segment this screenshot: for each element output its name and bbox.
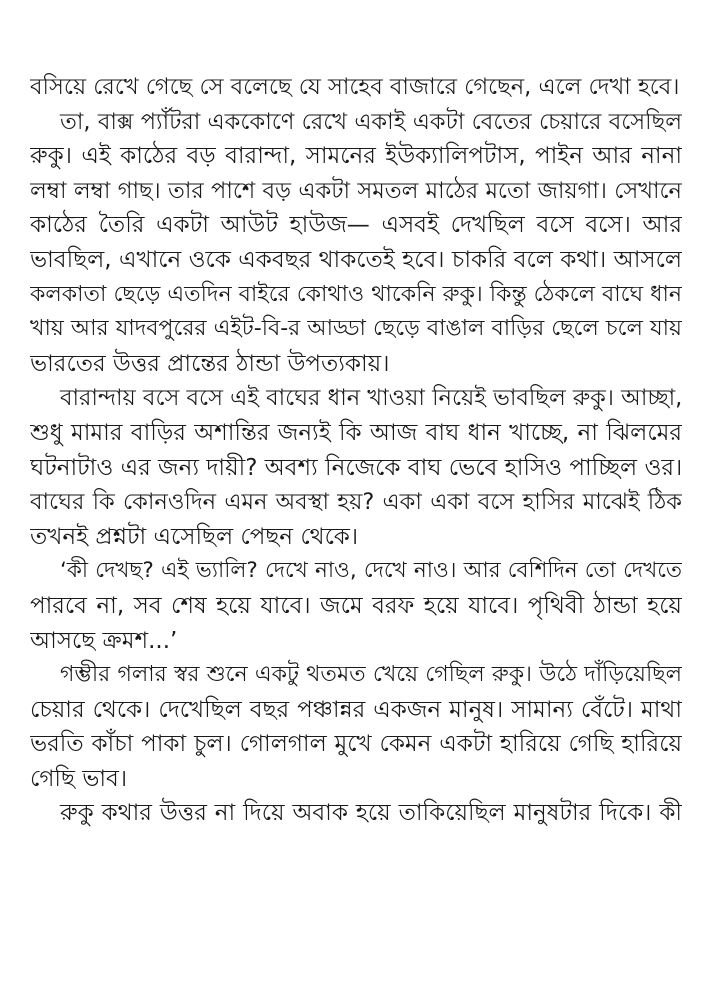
text-line: খায় আর যাদবপুরের এইট-বি-র আড্ডা ছেড়ে বাঙাল বাড়ির ছেলে চলে যায় [30, 316, 682, 342]
text-line: বসিয়ে রেখে গেছে সে বলেছে যে সাহেব বাজারে গেছেন, এলে দেখা হবে। [30, 74, 680, 100]
text-line: তা, বাক্স প্যাঁটরা এককোণে রেখে একাই একটা বেতের চেয়ারে বসেছিল [60, 108, 682, 135]
text-line: ‘কী দেখছ? এই ভ্যালি? দেখে নাও, দেখে নাও। আর বেশিদিন তো দেখতে [60, 558, 682, 584]
text-line: ভারতের উত্তর প্রান্তের ঠান্ডা উপত্যকায়। [30, 350, 390, 377]
text-line: বারান্দায় বসে বসে এই বাঘের ধান খাওয়া নিয়েই ভাবছিল রুকু। আচ্ছা, [60, 385, 682, 412]
text-line: গম্ভীর গলার স্বর শুনে একটু থতমত খেয়ে গেছিল রুকু। উঠে দাঁড়িয়েছিল [60, 662, 682, 688]
body-text [30, 70, 682, 831]
text-line: ভাবছিল, এখানে ওকে একবছর থাকতেই হবে। চাকরি বলে কথা। আসলে [30, 246, 682, 273]
text-line: ভরতি কাঁচা পাকা চুল। গোলগাল মুখে কেমন একটা হারিয়ে গেছি হারিয়ে [30, 731, 682, 758]
text-line: তখনই প্রশ্নটা এসেছিল পেছন থেকে। [30, 523, 359, 550]
text-line: চেয়ার থেকে। দেখেছিল বছর পঞ্চান্নর একজন মানুষ। সামান্য বেঁটে। মাথা [30, 696, 682, 723]
text-line: শুধু মামার বাড়ির অশান্তির জন্যই কি আজ বাঘ ধান খাচ্ছে, না ঝিলমের [30, 419, 682, 446]
text-line: কাঠের তৈরি একটা আউট হাউজ— এসবই দেখছিল বসে বসে। আর [30, 212, 682, 239]
text-line: বাঘের কি কোনওদিন এমন অবস্থা হয়? একা একা বসে হাসির মাঝেই ঠিক [30, 489, 682, 516]
text-line: রুকু। এই কাঠের বড় বারান্দা, সামনের ইউক্যালিপটাস, পাইন আর নানা [30, 143, 682, 170]
text-line: গেছি ভাব। [30, 765, 128, 792]
text-line: আসছে ক্রমশ...’ [30, 627, 178, 654]
text-line: লম্বা লম্বা গাছ। তার পাশে বড় একটা সমতল মাঠের মতো জায়গা। সেখানে [30, 177, 682, 204]
text-line: পারবে না, সব শেষ হয়ে যাবে। জমে বরফ হয়ে যাবে। পৃথিবী ঠান্ডা হয়ে [30, 592, 682, 619]
text-line: রুকু কথার উত্তর না দিয়ে অবাক হয়ে তাকিয়েছিল মানুষটার দিকে। কী [60, 800, 682, 827]
text-line: ঘটনাটাও এর জন্য দায়ী? অবশ্য নিজেকে বাঘ ভেবে হাসিও পাচ্ছিল ওর। [30, 454, 682, 481]
text-line: কলকাতা ছেড়ে এতদিন বাইরে কোথাও থাকেনি রুকু। কিন্তু ঠেকলে বাঘে ধান [30, 281, 682, 307]
